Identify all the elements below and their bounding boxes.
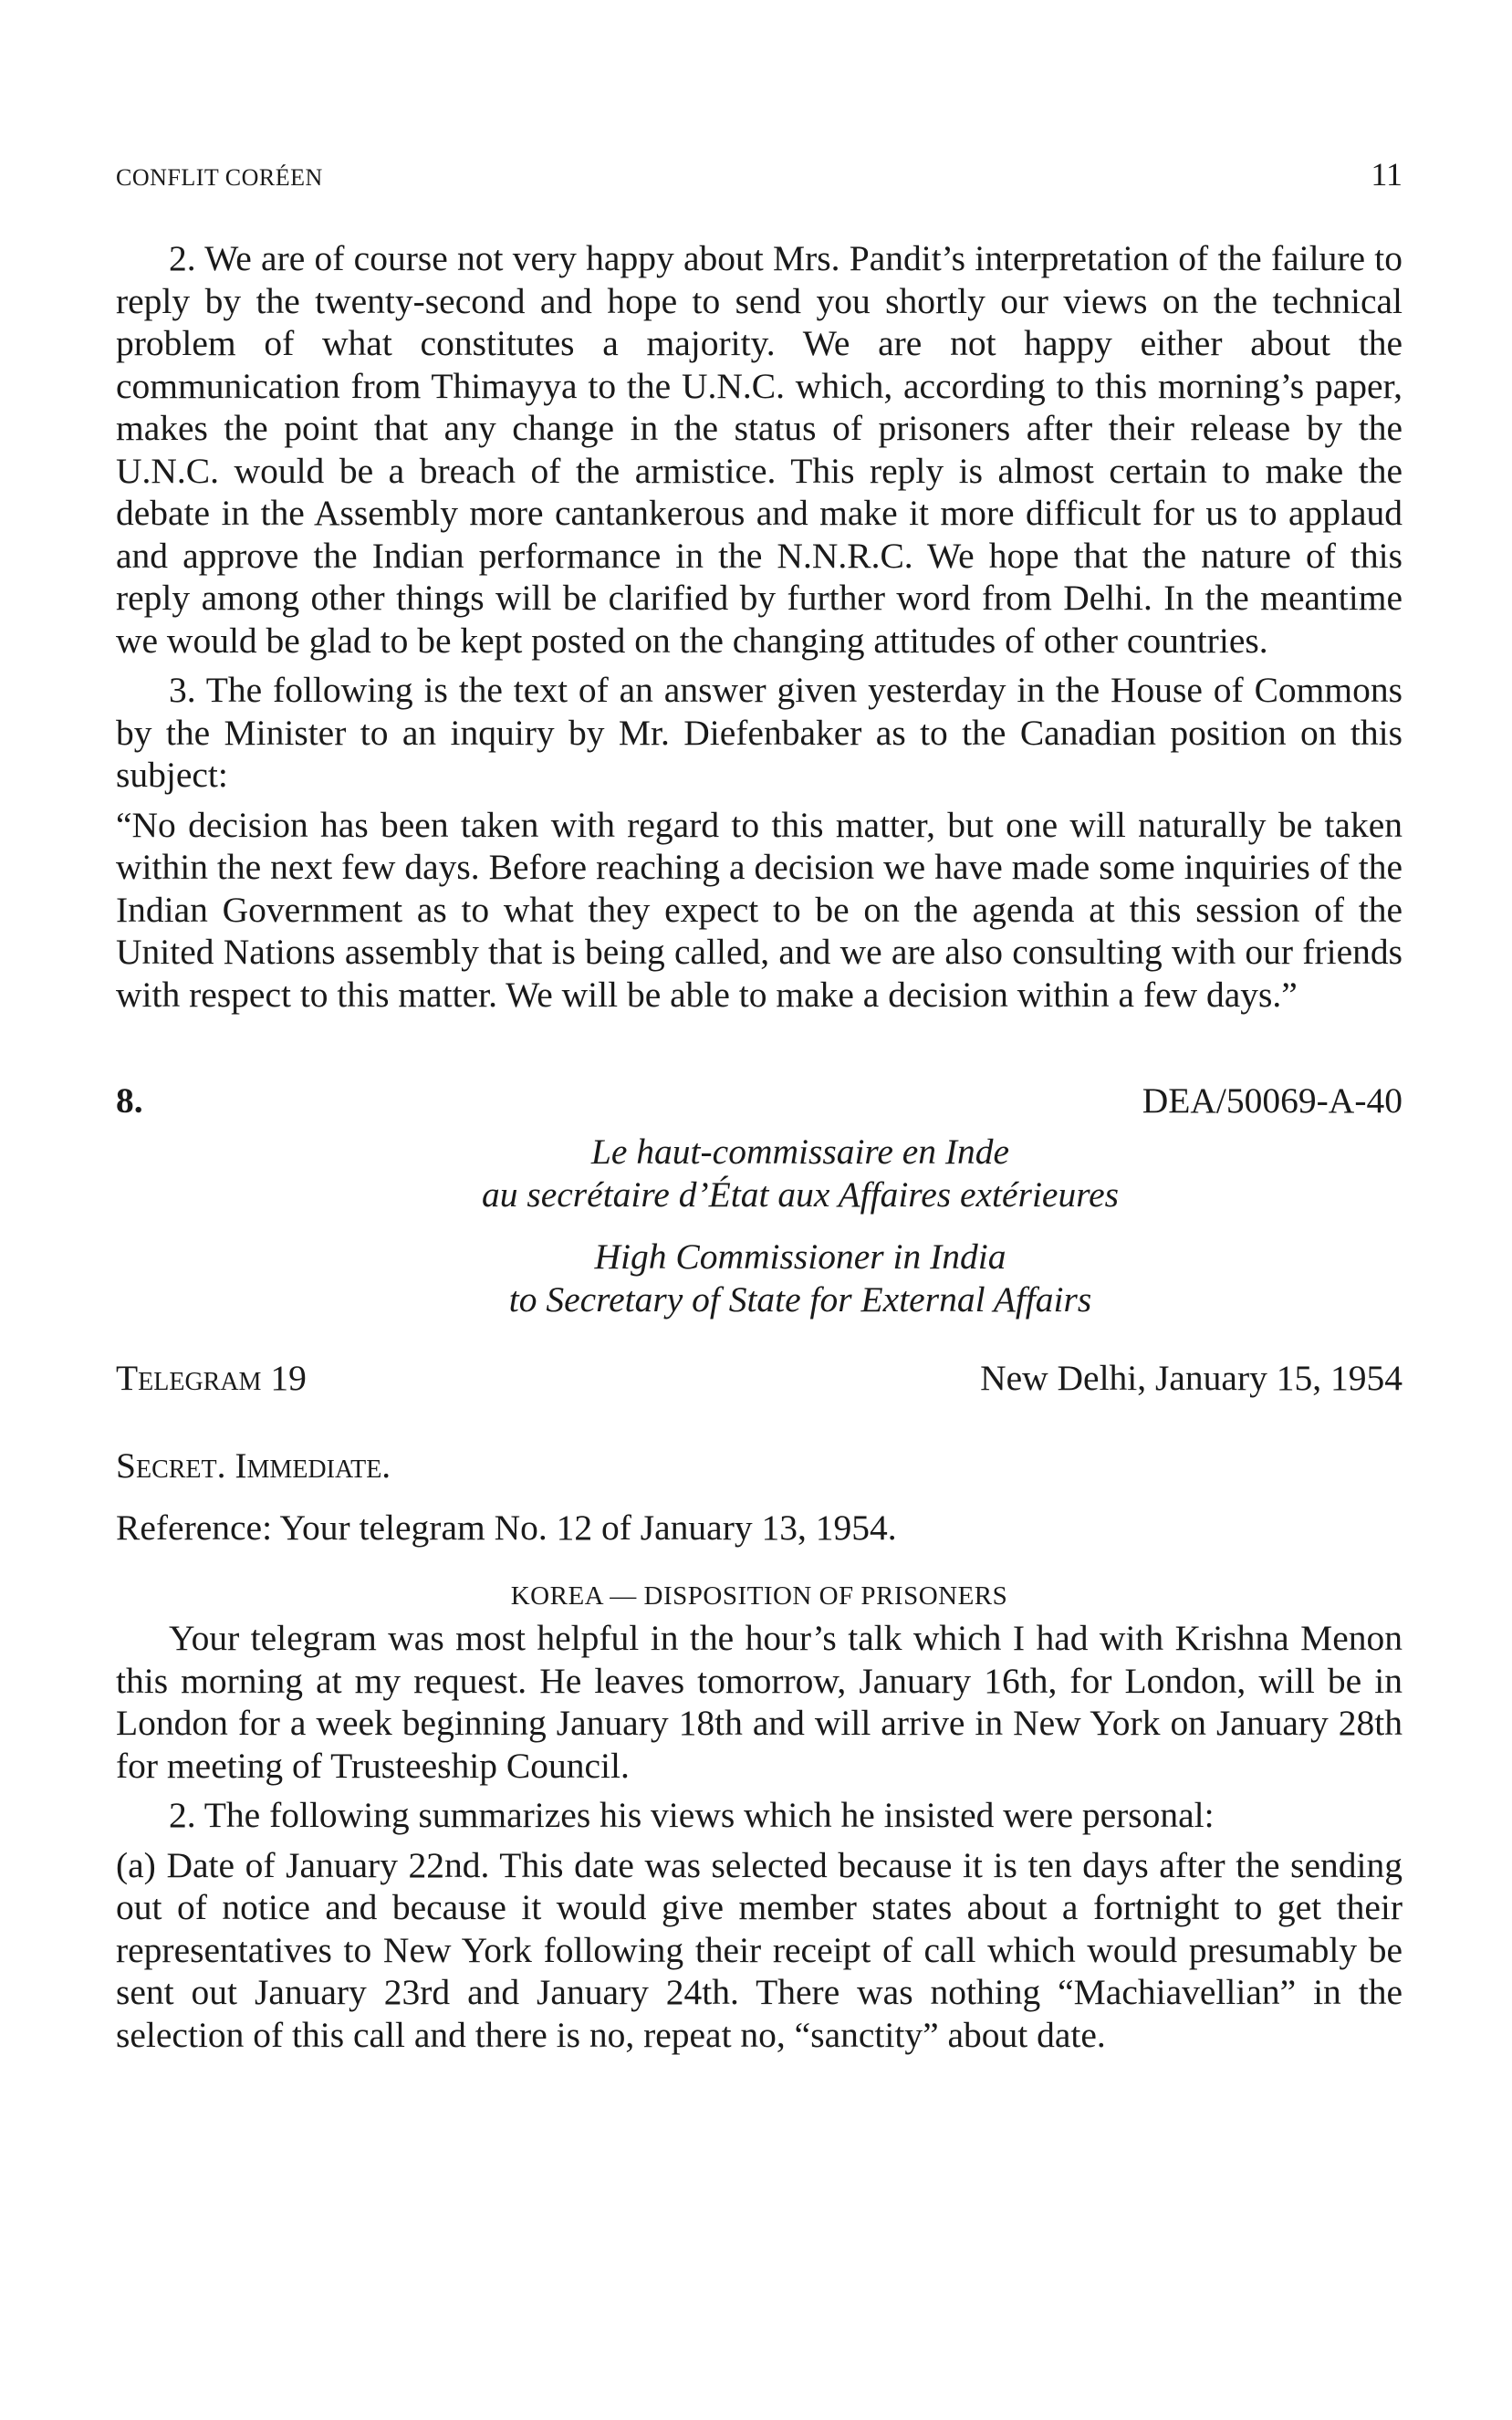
addressee-fr-line-1: Le haut-commissaire en Inde bbox=[590, 1132, 1010, 1172]
reference-line: Reference: Your telegram No. 12 of January 13, 1954. bbox=[116, 1507, 897, 1548]
running-header bbox=[116, 155, 1403, 193]
paragraph-3: 3. The following is the text of an answer given yesterday in the House of Commons by the Minister to an inquiry by Mr. Diefenbaker as to the Canadian position on this subject: bbox=[116, 670, 1403, 795]
telegram-line bbox=[116, 1357, 1403, 1399]
addressee-en-line-2: to Secretary of State for External Affairs bbox=[508, 1278, 1092, 1320]
addressee-english bbox=[116, 1236, 1403, 1320]
file-reference: DEA/50069-A-40 bbox=[1142, 1080, 1403, 1121]
running-title: CONFLIT CORÉEN bbox=[116, 164, 323, 191]
document-number: 8. bbox=[116, 1080, 143, 1121]
addressee-fr-line-2: au secrétaire d’État aux Affaires extérieures bbox=[481, 1173, 1120, 1215]
body-paragraph-1: Your telegram was most helpful in the hour’s talk which I had with Krishna Menon this morning at my request. He leaves tomorrow, January 16th, for London, will be in London for a week beginning January 18th and will arrive in New York on January 28th for meeting of Trusteeship Council. bbox=[116, 1618, 1403, 1786]
document-heading bbox=[116, 1080, 1403, 1121]
body-paragraph-a: (a) Date of January 22nd. This date was selected because it is ten days after the sending out of notice and because it would give member states about a fortnight to get their representatives to New York following their receipt of call which would presumably be sent out January 23rd and January 24th. There was nothing “Machiavellian” in the selection of this call and there is no, repeat no, “sanctity” about date. bbox=[116, 1844, 1403, 2055]
addressee-french bbox=[116, 1131, 1403, 1215]
document-page bbox=[116, 155, 1403, 2056]
telegram-label: Telegram 19 bbox=[116, 1358, 307, 1398]
classification: Secret. Immediate. bbox=[116, 1445, 391, 1486]
subject-heading: KOREA — DISPOSITION OF PRISONERS bbox=[510, 1581, 1008, 1611]
body-paragraph-2: 2. The following summarizes his views which he insisted were personal: bbox=[169, 1795, 1215, 1835]
paragraph-2: 2. We are of course not very happy about Mrs. Pandit’s interpretation of the failure to reply by the twenty-second and hope to send you shortly our views on the technical problem of what constitutes a majority. We are not happy either about the communication from Thimayya to the U.N.C. which, according to this morning’s paper, makes the point that any change in the status of prisoners after their release by the U.N.C. would be a breach of the armistice. This reply is almost certain to make the debate in the Assembly more cantankerous and make it more difficult for us to applaud and approve the Indian performance in the N.N.R.C. We hope that the nature of this reply among other things will be clarified by further word from Delhi. In the meantime we would be glad to be kept posted on the changing attitudes of other countries. bbox=[116, 238, 1403, 661]
place-date: New Delhi, January 15, 1954 bbox=[980, 1358, 1403, 1398]
telegram-body bbox=[116, 1617, 1403, 2056]
previous-document-body bbox=[116, 237, 1403, 1016]
quoted-answer: “No decision has been taken with regard to this matter, but one will naturally be taken within the next few days. Before reaching a decision we have made some inquiries of the Indian Government as to what they expect to be on the agenda at this session of the United Nations assembly that is being called, and we are also consulting with our friends with respect to this matter. We will be able to make a decision within a few days.” bbox=[116, 804, 1403, 1015]
page-number: 11 bbox=[1371, 156, 1403, 193]
addressee-en-line-1: High Commissioner in India bbox=[594, 1236, 1006, 1277]
